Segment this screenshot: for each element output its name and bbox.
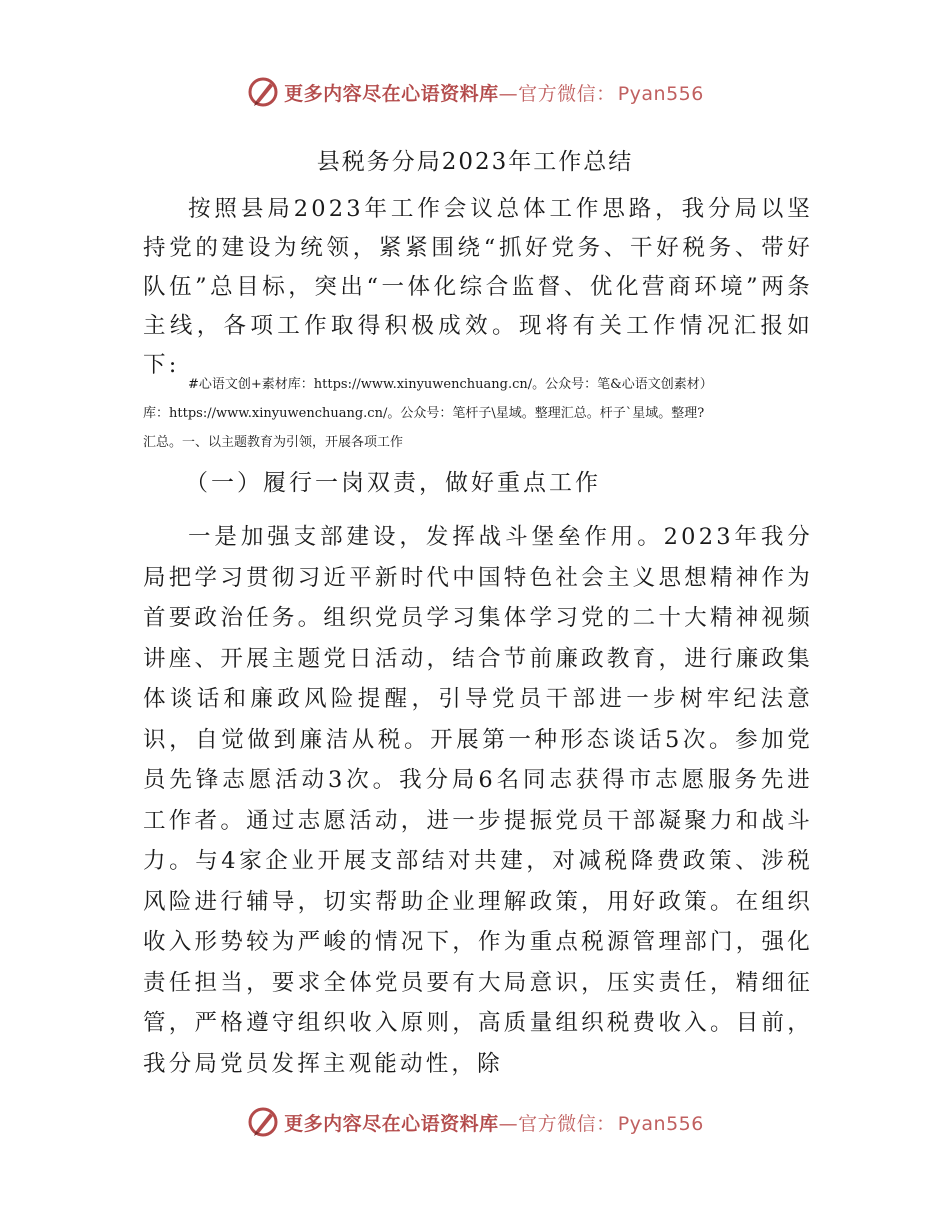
pen-circle-logo-icon bbox=[246, 1105, 280, 1139]
pen-circle-logo-icon bbox=[246, 75, 280, 109]
banner-text: 更多内容尽在心语资料库—官方微信： Pyan556 bbox=[284, 1112, 704, 1135]
source-note-line: 汇总。一、以主题教育为引领，开展各项工作 bbox=[143, 435, 404, 450]
footer-watermark-banner bbox=[0, 1102, 950, 1142]
source-note bbox=[143, 370, 815, 457]
section-heading: （一）履行一岗双责，做好重点工作 bbox=[185, 470, 601, 496]
document-title: 县税务分局2023年工作总结 bbox=[316, 149, 634, 175]
body-paragraph: 一是加强支部建设，发挥战斗堡垒作用。2023年我分局把学习贯彻习近平新时代中国特色社会主义思想精神作为首要政治任务。组织党员学习集体学习党的二十大精神视频讲座、开展主题党日活动，结合节前廉政教育，进行廉政集体谈话和廉政风险提醒，引导党员干部进一步树牢纪法意识，自觉做到廉洁从税。开展第一种形态谈话5次。参加党员先锋志愿活动3次。我分局6名同志获得市志愿服务先进工作者。通过志愿活动，进一步提振党员干部凝聚力和战斗力。与4家企业开展支部结对共建，对减税降费政策、涉税风险进行辅导，切实帮助企业理解政策，用好政策。在组织收入形势较为严峻的情况下，作为重点税源管理部门，强化责任担当，要求全体党员要有大局意识，压实责任，精细征管，严格遵守组织收入原则，高质量组织税费收入。目前，我分局党员发挥主观能动性，除 bbox=[143, 524, 813, 1077]
banner-text: 更多内容尽在心语资料库—官方微信： Pyan556 bbox=[284, 82, 704, 105]
intro-paragraph: 按照县局2023年工作会议总体工作思路，我分局以坚持党的建设为统领，紧紧围绕“抓好党务、干好税务、带好队伍”总目标，突出“一体化综合监督、优化营商环境”两条主线，各项工作取得积极成效。现将有关工作情况汇报如下: bbox=[143, 196, 813, 378]
source-note-line: 库：https://www.xinyuwenchuang.cn/。公众号：笔杆子\星域。整理汇总。杆子`星域。整理? bbox=[143, 406, 705, 421]
header-watermark-banner bbox=[0, 72, 950, 112]
source-note-line: #心语文创+素材库：https://www.xinyuwenchuang.cn/。公众号：笔&心语文创素材） bbox=[188, 377, 713, 392]
